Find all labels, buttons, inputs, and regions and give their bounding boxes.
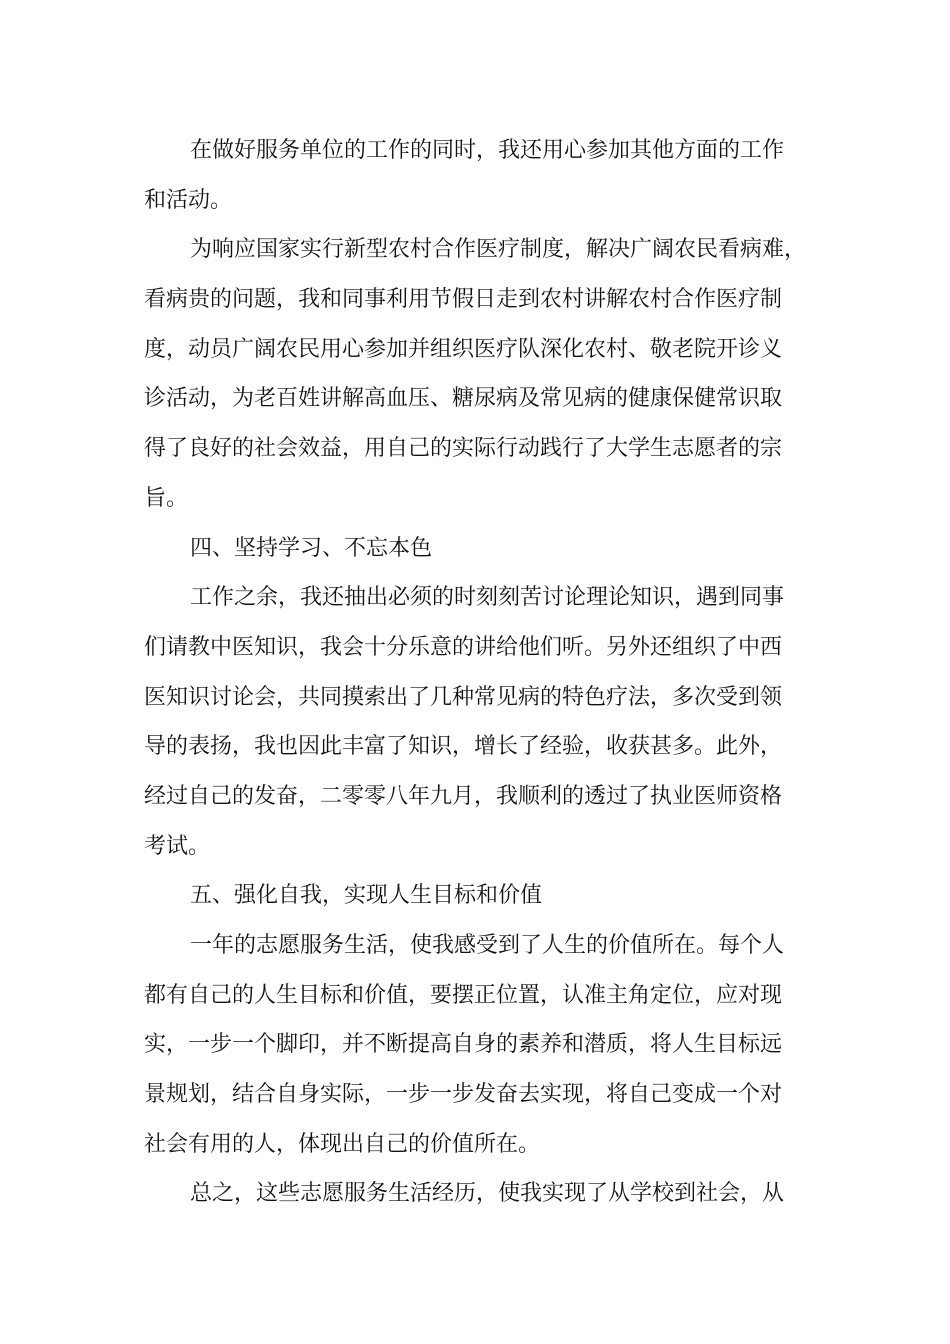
paragraph-line: 在做好服务单位的工作的同时，我还用心参加其他方面的工作 <box>190 138 785 163</box>
paragraph-line: 诊活动，为老百姓讲解高血压、糖尿病及常见病的健康保健常识取 <box>144 386 783 412</box>
document-body <box>144 126 816 1219</box>
section-heading: 五、强化自我，实现人生目标和价值 <box>190 883 543 909</box>
paragraph-line: 经过自己的发奋，二零零八年九月，我顺利的透过了执业医师资格 <box>144 783 783 809</box>
paragraph-line: 都有自己的人生目标和价值，要摆正位置，认准主角定位，应对现 <box>144 982 783 1008</box>
section-heading: 四、坚持学习、不忘本色 <box>190 535 433 561</box>
paragraph-line: 旨。 <box>144 485 189 511</box>
paragraph-line: 医知识讨论会，共同摸索出了几种常见病的特色疗法，多次受到领 <box>144 684 783 710</box>
paragraph-line: 社会有用的人，体现出自己的价值所在。 <box>144 1131 541 1157</box>
paragraph-line: 总之，这些志愿服务生活经历，使我实现了从学校到社会，从 <box>190 1181 785 1207</box>
paragraph-line: 导的表扬，我也因此丰富了知识，增长了经验，收获甚多。此外， <box>144 734 783 760</box>
paragraph-line: 工作之余，我还抽出必须的时刻刻苦讨论理论知识，遇到同事 <box>190 585 785 611</box>
paragraph-line: 度，动员广阔农民用心参加并组织医疗队深化农村、敬老院开诊义 <box>144 336 783 362</box>
paragraph-line: 为响应国家实行新型农村合作医疗制度，解决广阔农民看病难， <box>190 237 807 263</box>
paragraph-line: 一年的志愿服务生活，使我感受到了人生的价值所在。每个人 <box>190 933 785 958</box>
paragraph-line: 考试。 <box>144 833 211 859</box>
paragraph-line: 实，一步一个脚印，并不断提高自身的素养和潜质，将人生目标远 <box>144 1032 783 1058</box>
paragraph-line: 和活动。 <box>144 187 233 213</box>
paragraph-line: 景规划，结合自身实际，一步一步发奋去实现，将自己变成一个对 <box>144 1082 783 1108</box>
paragraph-line: 得了良好的社会效益，用自己的实际行动践行了大学生志愿者的宗 <box>144 436 783 462</box>
paragraph-line: 看病贵的问题，我和同事利用节假日走到农村讲解农村合作医疗制 <box>144 287 783 313</box>
paragraph-line: 们请教中医知识，我会十分乐意的讲给他们听。另外还组织了中西 <box>144 634 783 660</box>
